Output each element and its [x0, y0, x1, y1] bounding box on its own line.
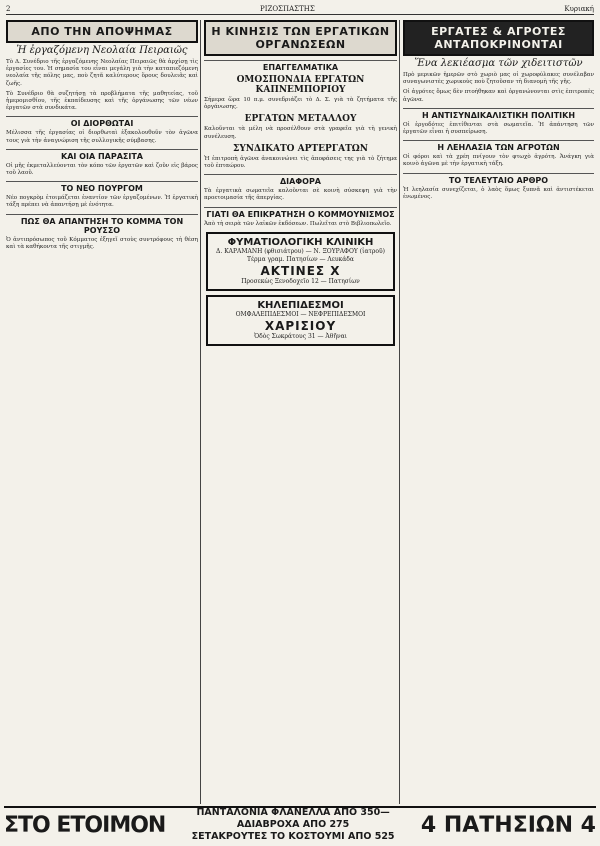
section-heading: ΠΩΣ ΘΑ ΑΠΑΝΤΗΣΗ ΤΟ ΚΟΜΜΑ ΤΟΝ ΡΟΥΣΣΟ	[6, 214, 198, 235]
ad-price-line: ΠΑΝΤΑΛΟΝΙΑ ΦΛΑΝΕΛΛΑ ΑΠΟ 350—ΑΔΙΑΒΡΟΧΑ ΑΠΟ 275	[196, 807, 390, 830]
column-banner: Η ΚΙΝΗΣΙΣ ΤΩΝ ΕΡΓΑΤΙΚΩΝ ΟΡΓΑΝΩΣΕΩΝ	[204, 20, 397, 56]
article-paragraph: Οἱ μῆς ἐκμεταλλεύονται τὸν κόπο τῶν ἐργατῶν καὶ ζοῦν εἰς βάρος τοῦ λαοῦ.	[6, 162, 198, 177]
section-heading: ΔΙΑΦΟΡΑ	[204, 174, 397, 186]
ad-subtitle: ΟΜΦΑΛΕΠΙΔΕΣΜΟΙ — ΝΕΦΡΕΠΙΔΕΣΜΟΙ	[235, 310, 366, 318]
section-heading: ΟΙ ΔΙΟΡΘΩΤΑΙ	[6, 116, 198, 128]
article-subtitle: Ἡ ἐργαζόμενη Νεολαία Πειραιῶς	[16, 45, 188, 56]
column-banner: ΑΠΟ ΤΗΝ ΑΠΟΨΗΜΑΣ	[6, 20, 198, 43]
ad-ready-made: ΣΤΟ ΕΤΟΙΜΟΝ	[4, 812, 166, 838]
notice-text: Ἡ ἐπιτροπὴ ἀγῶνα ἀνακοινώνει τὶς ἀποφάσεις της γιὰ τὸ ζήτημα τοῦ ἑπταώρου.	[204, 155, 397, 170]
section-heading: ΤΟ ΝΕΟ ΠΟΥΡΓΟΜ	[6, 181, 198, 193]
notice-heading: ΟΜΟΣΠΟΝΔΙΑ ΕΡΓΑΤΩΝ ΚΑΠΝΕΜΠΟΡΙΟΥ	[236, 75, 365, 95]
article-paragraph: Οἱ ἀγρότες ὅμως δὲν πτοήθηκαν καὶ ὀργανώνονται στὶς ἐπιτροπὲς ἀγῶνα.	[403, 89, 594, 103]
article-paragraph: Πρὸ μερικῶν ἡμερῶν στὸ χωριὸ μας οἱ χωροφύλακες συνέλαβαν συναγωνιστὲς χωρικοὺς ποὺ ζητοῦσαν τὴ διανομὴ τῆς γῆς.	[403, 72, 594, 86]
section-heading: ΓΙΑΤΙ ΘΑ ΕΠΙΚΡΑΤΗΣΗ Ο ΚΟΜΜΟΥΝΙΣΜΟΣ	[204, 207, 397, 219]
column-middle	[204, 20, 397, 350]
ad-name: ΧΑΡΙΣΙΟΥ	[264, 318, 337, 333]
article-paragraph: Οἱ φόροι καὶ τὰ χρέη πνίγουν τὸν φτωχὸ ἀγρότη. Ἀνάγκη γιὰ κοινὸ ἀγῶνα μὲ τὴν ἐργατικὴ τάξη.	[403, 154, 594, 168]
page-number: 2	[6, 5, 11, 13]
paper-name: ΡΙΖΟΣΠΑΣΤΗΣ	[259, 5, 315, 13]
column-right	[403, 20, 594, 204]
bandage-advertisement	[206, 295, 395, 346]
article-paragraph: Τὸ Δ. Συνέδριο τῆς ἐργαζόμενης Νεολαίας Πειραιῶς θὰ ἀρχίσῃ τὶς ἐργασίες του. Ἡ σημασία του εἶναι μεγάλη γιὰ τὴν καταπιεζόμενη νεολαία τῆς πόλης μας, ποὺ ζητᾶ καλύτερους ὅρους δουλειᾶς καὶ ζωῆς.	[6, 59, 198, 87]
article-paragraph: Τὸ Συνέδριο θὰ συζητήσῃ τὰ προβλήματα τῆς μαθητείας, τοῦ ἡμερομισθίου, τῆς ἐκπαίδευσης καὶ τῆς ὀργάνωσης τῶν νέων ἐργατῶν στὰ συνδικάτα.	[6, 90, 198, 112]
notice-heading: ΕΡΓΑΤΩΝ ΜΕΤΑΛΛΟΥ	[244, 114, 357, 125]
ad-price-line: ΣΕΤΑΚΡΟΥΤΕΣ ΤΟ ΚΟΣΤΟΥΜΙ ΑΠΟ 525	[191, 831, 395, 842]
ad-address: Τέρμα γραμ. Πατησίων — Λευκάδα	[247, 255, 354, 263]
ad-doctors: Δ. ΚΑΡΑΜΑΝΗ (φθισιάτρου) — Ν. ΞΟΥΡΑΦΟΥ (ἰατροῦ)	[216, 247, 385, 255]
section-heading: Η ΑΝΤΙΣΥΝΔΙΚΑΛΙΣΤΙΚΗ ΠΟΛΙΤΙΚΗ	[403, 108, 594, 120]
ad-xray: ΑΚΤΙΝΕΣ Χ	[260, 263, 341, 278]
page-date: Κυριακή	[564, 5, 594, 13]
section-heading: ΚΑΙ ΟΙΑ ΠΑΡΑΣΙΤΑ	[6, 149, 198, 161]
section-heading: ΕΠΑΓΓΕΛΜΑΤΙΚΑ	[204, 60, 397, 72]
column-banner: ΕΡΓΑΤΕΣ & ΑΓΡΟΤΕΣ ΑΝΤΑΠΟΚΡΙΝΟΝΤΑΙ	[403, 20, 594, 56]
column-divider	[200, 20, 201, 804]
bottom-advertisement	[4, 806, 596, 842]
article-paragraph: Ἡ λεηλασία συνεχίζεται, ὁ λαὸς ὅμως ξυπνᾶ καὶ ἀντιστέκεται ἑνωμένος.	[403, 186, 594, 200]
article-paragraph: Νέο πογκρὸμ ἑτοιμάζεται ἐναντίον τῶν ἐργαζομένων. Ἡ ἐργατικὴ τάξη πρέπει νὰ ἀπαντήσῃ μὲ ἑνότητα.	[6, 195, 198, 209]
article-subtitle: Ἕνα λεκιέασμα τῶν χιδειτιστῶν	[414, 58, 583, 69]
ad-address: Προσεκὼς Ξενοδοχεῖο 12 — Πατησίων	[241, 277, 360, 285]
section-heading: ΤΟ ΤΕΛΕΥΤΑΙΟ ΑΡΘΡΟ	[403, 173, 594, 185]
ad-address: Ὁδὸς Σωκράτους 31 — Ἀθῆναι	[254, 332, 347, 340]
ad-title: ΚΗΛΕΠΙΔΕΣΜΟΙ	[257, 299, 344, 311]
notice-text: Τὰ ἐργατικὰ σωματεῖα καλοῦνται σὲ κοινὴ σύσκεψη γιὰ τὴν προετοιμασία τῆς ἀπεργίας.	[204, 188, 397, 202]
notice-text: Σήμερα ὥρα 10 π.μ. συνεδριάζει τὸ Δ. Σ. γιὰ τὰ ζητήματα τῆς ὀργάνωσης.	[204, 97, 397, 111]
article-paragraph: Οἱ ἐργοδότες ἐπιτίθενται στὰ σωματεῖα. Ἡ ἀπάντηση τῶν ἐργατῶν εἶναι ἡ συσπείρωση.	[403, 121, 594, 136]
notice-text: Καλοῦνται τὰ μέλη νὰ προσέλθουν στὰ γραφεῖα γιὰ τὴ γενικὴ συνέλευση.	[204, 126, 397, 140]
ad-prices	[165, 807, 421, 843]
page-header	[6, 4, 594, 15]
ad-address: 4 ΠΑΤΗΣΙΩΝ 4	[420, 812, 596, 838]
article-paragraph: Μέλισσα τῆς ἐργασίας οἱ διορθωταὶ ἐξακολουθοῦν τὸν ἀγῶνα τους γιὰ τὴν ἀναγνώριση τῆς συλλογικῆς σύμβασης.	[6, 130, 198, 144]
column-divider	[399, 20, 400, 804]
clinic-advertisement	[206, 232, 395, 291]
article-paragraph: Ὁ ἀντιπρόσωπος τοῦ Κόμματος ἐξηγεῖ στοὺς συντρόφους τὴ θέση καὶ τὰ καθήκοντα τῆς στιγμῆς.	[6, 236, 198, 250]
ad-title: ΦΥΜΑΤΙΟΛΟΓΙΚΗ ΚΛΙΝΙΚΗ	[227, 236, 374, 248]
section-heading: Η ΛΕΗΛΑΣΙΑ ΤΩΝ ΑΓΡΟΤΩΝ	[403, 140, 594, 152]
notice-heading: ΣΥΝΔΙΚΑΤΟ ΑΡΤΕΡΓΑΤΩΝ	[232, 143, 369, 154]
notice-text: Ἀπὸ τὴ σειρὰ τῶν λαϊκῶν ἐκδόσεων. Πωλεῖται στὸ Βιβλιοπωλεῖο.	[204, 220, 392, 227]
column-left	[6, 20, 198, 254]
